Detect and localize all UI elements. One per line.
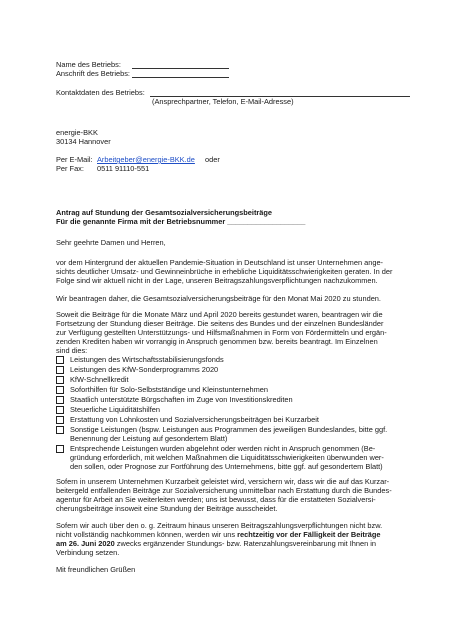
intro-paragraph xyxy=(56,258,418,285)
contact-hint: (Ansprechpartner, Telefon, E-Mail-Adresse) xyxy=(152,97,294,106)
farewell: Mit freundlichen Grüßen xyxy=(56,565,136,574)
request-line: Wir beantragen daher, die Gesamtsozialversicherungsbeiträge für den Monat Mai 2020 zu stunden. xyxy=(56,294,381,303)
intro-line: Folge sind wir aktuell nicht in der Lage, unseren Beitragszahlungsverpflichtungen nachzukommen. xyxy=(56,276,378,285)
checkbox-label: Erstattung von Lohnkosten und Sozialversicherungsbeiträgen bei Kurzarbeit xyxy=(70,415,319,424)
checkbox-label: Leistungen des Wirtschaftsstabilisierungsfonds xyxy=(70,355,224,364)
kurzarbeit-line: beitergeld entfallenden Beiträge zur Sozialversicherung unmittelbar nach Erstattung durch die Bundes- xyxy=(56,486,392,495)
deadline-date: am 26. Juni 2020 xyxy=(56,539,115,548)
checkbox-label: KfW-Schnellkredit xyxy=(70,375,129,384)
kurzarbeit-line: Sofern in unserem Unternehmen Kurzarbeit geleistet wird, versichern wir, dass wir die auf das Kurzar- xyxy=(56,477,390,486)
checkbox-label: Soforthilfen für Solo-Selbstständige und Kleinstunternehmen xyxy=(70,385,269,394)
closing-line xyxy=(56,530,418,539)
business-name-field[interactable] xyxy=(132,68,229,69)
business-address-label: Anschrift des Betriebs: xyxy=(56,69,130,78)
support-line: zenden Krediten haben wir vorrangig in Anspruch genommen bzw. bereits beantragt. Im Einzelnen xyxy=(56,337,378,346)
business-address-field[interactable] xyxy=(132,77,229,78)
closing-text: zwecks ergänzender Stundungs- bzw. Ratenzahlungsvereinbarung mit Ihnen in xyxy=(114,539,377,548)
email-label: Per E-Mail: xyxy=(56,155,93,164)
email-suffix: oder xyxy=(205,155,220,164)
email-link[interactable]: Arbeitgeber@energie-BKK.de xyxy=(97,155,195,164)
subject-line-1: Antrag auf Stundung der Gesamtsozialversicherungsbeiträge xyxy=(56,208,273,217)
recipient-city: 30134 Hannover xyxy=(56,137,111,146)
recipient-name: energie-BKK xyxy=(56,128,98,137)
kurzarbeit-paragraph xyxy=(56,477,418,513)
checkbox-steuerliche-liquiditaetshilfen[interactable] xyxy=(56,406,64,414)
support-line: Soweit die Beiträge für die Monate März und April 2020 bereits gestundet waren, beantragen wir die xyxy=(56,310,383,319)
checkbox-label: gründung erforderlich, mit welchen Maßnahmen die Liquiditätsschwierigkeiten überwunden wer- xyxy=(70,453,384,462)
business-name-label: Name des Betriebs: xyxy=(56,60,121,69)
intro-line: vor dem Hintergrund der aktuellen Pandemie-Situation in Deutschland ist unser Unternehmen ange- xyxy=(56,258,384,267)
support-line: sind dies: xyxy=(56,346,88,355)
checkbox-kurzarbeit-erstattung[interactable] xyxy=(56,416,64,424)
checkbox-soforthilfen[interactable] xyxy=(56,386,64,394)
checkbox-label: Steuerliche Liquiditätshilfen xyxy=(70,405,160,414)
checkbox-label: den sollen, oder Prognose zur Fortführung des Unternehmens, bitte ggf. auf gesondertem Blatt) xyxy=(70,462,383,471)
closing-line xyxy=(56,539,418,548)
salutation: Sehr geehrte Damen und Herren, xyxy=(56,238,166,247)
checkbox-sonstige-leistungen[interactable] xyxy=(56,426,64,434)
support-line: Fortsetzung der Stundung dieser Beiträge. Die seitens des Bundes und der einzelnen Bundesländer xyxy=(56,319,384,328)
checkbox-label: Benennung der Leistung auf gesondertem Blatt) xyxy=(70,434,228,443)
checkbox-buergschaften[interactable] xyxy=(56,396,64,404)
support-paragraph xyxy=(56,310,418,355)
intro-line: sichts deutlicher Umsatz- und Gewinneinbrüche in erhebliche Liquiditätsschwierigkeiten geraten. In der xyxy=(56,267,393,276)
support-line: zur Verfügung gestellten Unterstützungs- und Hilfsmaßnahmen in Form von Fördermitteln und ergän- xyxy=(56,328,387,337)
closing-line: Sofern wir auch über den o. g. Zeitraum hinaus unseren Beitragszahlungsverpflichtungen nicht bzw. xyxy=(56,521,383,530)
closing-text: nicht vollständig nachkommen können, werden wir uns xyxy=(56,530,238,539)
subject-line-2: Für die genannte Firma mit der Betriebsnummer ___________________ xyxy=(56,217,306,226)
checkbox-label: Sonstige Leistungen (bspw. Leistungen aus Programmen des jeweiligen Bundeslandes, bitte ggf. xyxy=(70,425,388,434)
checkbox-label: Entsprechende Leistungen wurden abgelehnt oder werden nicht in Anspruch genommen (Be- xyxy=(70,444,376,453)
checkbox-abgelehnt[interactable] xyxy=(56,445,64,453)
closing-paragraph xyxy=(56,521,418,557)
fax-label: Per Fax: xyxy=(56,164,84,173)
checkbox-label: Staatlich unterstützte Bürgschaften im Zuge von Investitionskrediten xyxy=(70,395,293,404)
checkbox-wirtschaftsstabilisierungsfonds[interactable] xyxy=(56,356,64,364)
checkbox-label: Leistungen des KfW-Sonderprogramms 2020 xyxy=(70,365,219,374)
kurzarbeit-line: agentur für Arbeit an Sie weiterleiten werden; uns ist bewusst, dass für die erstatteten Sozialversi- xyxy=(56,495,376,504)
closing-emphasis: rechtzeitig vor der Fälligkeit der Beiträge xyxy=(237,530,381,539)
checkbox-kfw-sonderprogramm[interactable] xyxy=(56,366,64,374)
fax-number: 0511 91110-551 xyxy=(97,164,150,173)
closing-line: Verbindung setzen. xyxy=(56,548,120,557)
business-contact-label: Kontaktdaten des Betriebs: xyxy=(56,88,145,97)
checkbox-kfw-schnellkredit[interactable] xyxy=(56,376,64,384)
kurzarbeit-line: cherungsbeiträge insoweit eine Stundung der Beiträge ausscheidet. xyxy=(56,504,278,513)
